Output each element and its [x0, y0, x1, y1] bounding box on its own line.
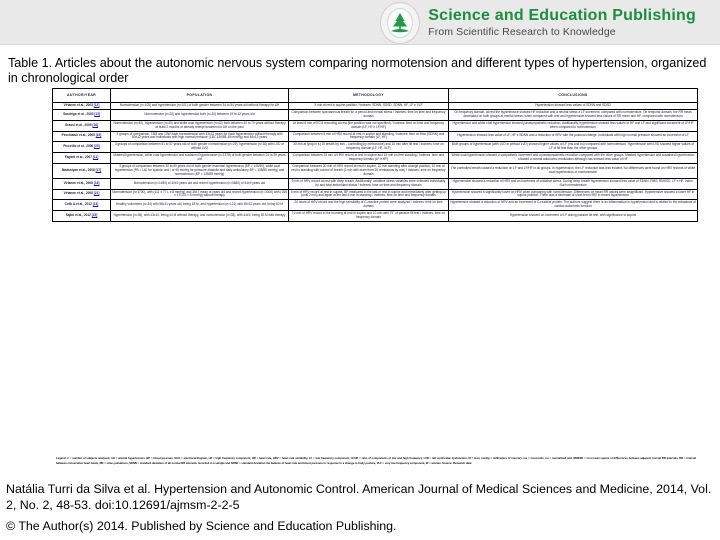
cell-methodology: 5 min at rest in supine position / Indexes: SDNN, SDSD, SDNN, HF, LF e VLF [289, 103, 449, 110]
cell-population: Normotension (n=1450) of 40±9 years old and recent hypertension (n=3680) of 44±9 years old [111, 178, 289, 189]
cell-population: Normotension (n=20) and hypertension both (n=20) between 19 to 42 years old [111, 109, 289, 120]
cell-population: Normotension (n=105) and hypertension (n=101) of both gender between 34 to 54 years old without therapy for AH [111, 103, 289, 110]
cell-population: Hypertension (n=36), with 43±10, being 44 M without therapy, and normotension (n=38), with 44±9, being 30 M with therapy [111, 211, 289, 222]
column-header-author: AUTHOR/YEAR [53, 89, 111, 103]
table-header-row [53, 89, 698, 103]
brand-text [428, 8, 696, 38]
cell-author-year: Sandrigo et al., 2003 [13] [53, 109, 111, 120]
copyright-notice: © The Author(s) 2014. Published by Science and Education Publishing. [6, 519, 397, 533]
cell-author-year: Madaniyan et al., 2008 [17] [53, 163, 111, 178]
cell-population: 3 groups of comparison between 51 to 57 years old of both gender normotension (n=29), hypertension (n=30) with LVD or without LVD [111, 142, 289, 153]
articles-table [52, 88, 698, 222]
cell-conclusions: Hypertension showed less values of SDNN and SDSD [449, 103, 698, 110]
reference-link[interactable]: [15] [91, 213, 98, 218]
cell-methodology: 30 min at lying in a (15 breath by min – controlling by metronome) and 15 min after tilt test / Indexes: time on frequency domain (LF, HF, VLF) [289, 142, 449, 153]
publisher-banner [0, 0, 720, 45]
tree-in-circle-icon [380, 2, 420, 44]
cell-methodology: Comparison between 15 min of HRV record at rest in supine and 15 min on free standing / Indexes: time and frequency domain (LF e HF) [289, 153, 449, 164]
table-row [53, 153, 698, 164]
cell-conclusions: Hypertension showed a significantly lower on HRV when comparing with normotension. Differences on mean RR values were insignificant. Hypertensive showed a lower HF in supine position. There was a decrease of short-term HRV in recent hypertension [449, 189, 698, 200]
reference-link[interactable]: [12] [93, 103, 100, 107]
table-row [53, 200, 698, 211]
column-header-population: POPULATION [111, 89, 289, 103]
cell-conclusions: The controlled breath caused a reduction on LF and LF/HF in all groups. In hypertension, the LF reduction was less evident. No differences were found on HRV records of white coat hypertension or normotension [449, 163, 698, 178]
cell-conclusions: Hypertension showed less value of LF, HF e SDNN and a reduction of HRV with the postural change. Individuals with high normal pressure showed an increment of LF [449, 131, 698, 142]
table-row [53, 189, 698, 200]
reference-link[interactable]: [20] [94, 144, 100, 149]
cell-population: 3 groups of comparison between 30 to 80 years old of both gender essential hypertension (BP > 140/90), white coat hypertension (PA > 140 for systolic and / or 90 mmHg for pressure diastolic and daily ambulatory BP < 135/85 mmHg) and normotension (BP < 135/85 mmHg) [111, 163, 289, 178]
cell-conclusions: Hypertension showed a reduction of HRV and an increment of oxidative stress. During deep breath hypertension showed less value of SDNN, RMS, RMSSD, LF e HF. Index: Such normotension [449, 178, 698, 189]
table-row [53, 131, 698, 142]
cell-methodology: Comparison between 5 min of HRV record at rest in supine and standing / Indexes: time on time (SDNN) and frequency domain (LF, HF) [289, 131, 449, 142]
reference-link[interactable]: [18] [93, 180, 100, 185]
brand-name: Science and Education Publishing [428, 7, 696, 25]
cell-population: Normotension (n=1700), with (111 ± 77 L ± 8 mmHg) and 35±7 mean of years old and recent hypertension (n=3300) with (155 ± 17/101 ± 8 mmHg) without therapy [111, 189, 289, 200]
article-citation: Natália Turri da Silva et al. Hypertension and Autonomic Control. American Journal of Medical Sciences and Medicine, 2014, Vol. 2, No. 2, 48-53. doi:10.12691/ajmsm-2-2-5 [6, 482, 712, 512]
cell-conclusions: On frequency domain, at rest the hypertensive showed HF reduction and a neutral stress e LF increment, compared with normotensive. On temporal domain, the RR mean decreased on both groups at mental stress, when compared with rest and hypertensive showed less values of RR mean and HF, compared with normotension [449, 109, 698, 120]
cell-methodology: Comparison between spontaneous breath for a period and mental stress / Indexes: time on time and frequency domain [289, 109, 449, 120]
cell-methodology: 10 min of HRV record in the morning at rest in supine and 10 min with 70° of passive tilt test / Indexes: time on frequency domain [289, 211, 449, 222]
reference-link[interactable]: [14] [92, 202, 99, 207]
table-caption: Table 1. Articles about the autonomic nervous system comparing normotension and different types of hypertension, organized in chronological order [8, 56, 707, 85]
cell-population: 3 groups of comparison, 15M and 10W each normotension with 43±12 years for each hypertension without therapy with 50±12 years and individuals with high normal pressure (130–139/85–89 mmHg) and 46±13 years [111, 131, 289, 142]
table-row [53, 163, 698, 178]
cell-population: Masked hypertension, white coat hypertension and sustained hypertension (n=1378) of both gender between 24 to 59 years old [111, 153, 289, 164]
table-row [53, 120, 698, 131]
cell-methodology: 5 min of HRV record at rest in supine, BP measured in the last of rest in supine and immediately after getting up (until 2 min) and again at the last 5 min in standing / Indexes: time on time and frequency domain [289, 189, 449, 200]
cell-methodology: Comparison between 30 min of HRV record at rest in supine, 10 min standing after change position, 10 min at rest in standing with control of breath (2 min with team from 20 remissions by min) / Indexes: time on frequency domain [289, 163, 449, 178]
cell-author-year: Celik A et al., 2012 [14] [53, 200, 111, 211]
table-legend: Legend: n = number of subjects analyzed, AH = arterial hypertension, BP = blood pressure, ECG = electrocardiogram, HF = high frequency component, HR = heart rate, HRV = heart rate variability, LF = low frequency component, LF/HF = ratio of components of low and high frequency, LVD = left ventricular dysfunction, M = man, nonHg = millimeters of mercury, ms = mseconds, nu = normalized unit, RMSSD = root mean square of differences between adjacent normal RR intervals, RR = interval between consecutive heart beats, RR = sinus pulsations, SDNN = standard deviation of all normal RR intervals recorded in a sample and SDSD = standard deviation the balance of heart rate and blood pressure in response to a change in body posture, VLF = very low frequency component, W = woman. Source: Research data [56, 457, 696, 465]
reference-link[interactable]: [16] [92, 122, 98, 127]
reference-link[interactable]: [21] [93, 191, 100, 196]
brand-tagline: From Scientific Research to Knowledge [428, 26, 616, 39]
table-row [53, 103, 698, 110]
cell-methodology: 24 hours of HRV record and the high sensibility of C-reactive protein were analyzed / Indexes: time on time domain [289, 200, 449, 211]
reference-link[interactable]: [11] [92, 155, 99, 160]
cell-conclusions: Hypertension showed an increment of LF during passive tilt test, with significance in supine [449, 211, 698, 222]
cell-author-year: Piccirillo et al., 2006 [20] [53, 142, 111, 153]
cell-conclusions: Hypertension and white coat hypertension showed parasympathetic reduction. Additionally, hypertension showed less values of HF and LF and significant increment of LF/HF when compared to normotension [449, 120, 698, 131]
table-row [53, 142, 698, 153]
cell-author-year: Virtanen et al., 2003 [12] [53, 103, 111, 110]
cell-author-year: Fagard et al., 2007 [11] [53, 153, 111, 164]
reference-link[interactable]: [19] [95, 133, 102, 138]
table-row [53, 109, 698, 120]
cell-author-year: Grassi et al., 2005 [16] [53, 120, 111, 131]
reference-link[interactable]: [17] [95, 167, 102, 172]
cell-conclusions: White coat hypertension showed a sympathetic increment and a parasympathetic reduction compared with the other groups. Masked hypertension and sustained hypertension showed a normal autonomic modulation although has showed less value of HF [449, 153, 698, 164]
table-row [53, 178, 698, 189]
reference-link[interactable]: [13] [94, 111, 100, 116]
table-body [53, 103, 698, 222]
column-header-conclusions: CONCLUSIONS [449, 89, 698, 103]
publisher-logo-group [380, 2, 696, 44]
table-row [53, 211, 698, 222]
cell-author-year: Sajkó et al., 2012 [15] [53, 211, 111, 222]
cell-conclusions: Both groups of hypertension (with LVD or without LVD) showed higher values of LF (ms and nu) compared with normotension. Hypertension with LVD showed higher values of LF of tilt test than the other groups [449, 142, 698, 153]
cell-methodology: At least 6 min of ECG recording at rest (the position was not specified) / Indexes: time on time and frequency domain (LF, HF e LF/HF) [289, 120, 449, 131]
cell-population: Healthy volunteers (n=34) with 58±11 years old, being 18 M, and hypertension (n=121) with 59±11 years old, being 60 M [111, 200, 289, 211]
cell-author-year: Virtanen et al., 2008 [18] [53, 178, 111, 189]
cell-population: Normotension (n=40), hypertension (n=40) and white coat hypertension (n=40) both between 40 to 70 years without therapy at least 2 months or already receipt treatment to AH on the past [111, 120, 289, 131]
articles-table-container [52, 88, 697, 222]
cell-conclusions: Hypertensive showed a reduction of HRV and an increment of C-reactive protein. The authors suggest there is an inflammation in hypertension and is related to the imbalance of cardiac autonomic function [449, 200, 698, 211]
cell-author-year: Pecchialuk et al., 2005 [19] [53, 131, 111, 142]
cell-methodology: 5 min of HRV record at rest with deep breath. Additionally, oxidative stress variables were collected individually by and total antioxidant status / Indexes: time on time and frequency domain [289, 178, 449, 189]
column-header-methodology: METHODOLOGY [289, 89, 449, 103]
cell-author-year: Virtanen et al., 2008 [21] [53, 189, 111, 200]
